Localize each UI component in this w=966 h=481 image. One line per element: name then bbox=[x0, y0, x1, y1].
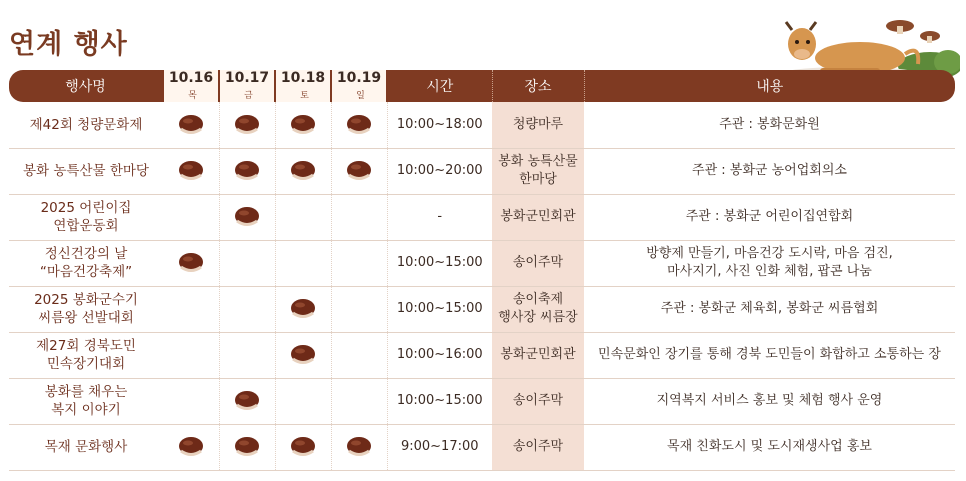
date-cell bbox=[163, 194, 219, 240]
date-cell bbox=[275, 378, 331, 424]
header-event-name: 행사명 bbox=[9, 70, 163, 102]
header-time: 시간 bbox=[387, 70, 492, 102]
table-row bbox=[9, 194, 955, 240]
table-row bbox=[9, 240, 955, 286]
place-cell: 송이축제 행사장 씨름장 bbox=[492, 286, 584, 332]
table-row bbox=[9, 424, 955, 470]
date-cell bbox=[163, 240, 219, 286]
place-cell: 봉화 농특산물 한마당 bbox=[492, 148, 584, 194]
mushroom-cap-icon bbox=[290, 114, 316, 136]
mushroom-cap-icon bbox=[346, 114, 372, 136]
mushroom-cap-icon bbox=[178, 252, 204, 274]
time-cell: 10:00~15:00 bbox=[387, 378, 492, 424]
date-cell bbox=[219, 424, 275, 470]
mushroom-cap-icon bbox=[178, 114, 204, 136]
mushroom-cap-icon bbox=[234, 436, 260, 458]
time-cell: - bbox=[387, 194, 492, 240]
content-cell: 주관 : 봉화군 농어업회의소 bbox=[584, 148, 955, 194]
date-cell bbox=[275, 240, 331, 286]
header-content: 내용 bbox=[584, 70, 955, 102]
date-cell bbox=[219, 378, 275, 424]
event-name-cell: 2025 봉화군수기 씨름왕 선발대회 bbox=[9, 286, 163, 332]
events-table bbox=[9, 70, 955, 471]
place-cell: 봉화군민회관 bbox=[492, 194, 584, 240]
table-row bbox=[9, 332, 955, 378]
time-cell: 10:00~15:00 bbox=[387, 240, 492, 286]
place-cell: 봉화군민회관 bbox=[492, 332, 584, 378]
table-row bbox=[9, 286, 955, 332]
content-cell: 지역복지 서비스 홍보 및 체험 행사 운영 bbox=[584, 378, 955, 424]
mushroom-cap-icon bbox=[290, 298, 316, 320]
mushroom-cap-icon bbox=[234, 390, 260, 412]
date-cell bbox=[331, 102, 387, 148]
date-cell bbox=[163, 424, 219, 470]
mushroom-cap-icon bbox=[178, 160, 204, 182]
date-cell bbox=[163, 332, 219, 378]
date-cell bbox=[331, 332, 387, 378]
header-date-1016: 10.16목 bbox=[163, 70, 219, 102]
date-cell bbox=[275, 424, 331, 470]
date-cell bbox=[331, 286, 387, 332]
date-cell bbox=[275, 148, 331, 194]
mushroom-cap-icon bbox=[290, 344, 316, 366]
event-name-cell: 봉화를 채우는 복지 이야기 bbox=[9, 378, 163, 424]
date-cell bbox=[163, 378, 219, 424]
date-cell bbox=[163, 148, 219, 194]
date-cell bbox=[219, 286, 275, 332]
date-cell bbox=[331, 148, 387, 194]
event-name-cell: 제27회 경북도민 민속장기대회 bbox=[9, 332, 163, 378]
header-place: 장소 bbox=[492, 70, 584, 102]
content-cell: 주관 : 봉화군 어린이집연합회 bbox=[584, 194, 955, 240]
header-date-1019: 10.19일 bbox=[331, 70, 387, 102]
table-row bbox=[9, 148, 955, 194]
content-cell: 민속문화인 장기를 통해 경북 도민들이 화합하고 소통하는 장 bbox=[584, 332, 955, 378]
mushroom-cap-icon bbox=[346, 436, 372, 458]
event-name-cell: 봉화 농특산물 한마당 bbox=[9, 148, 163, 194]
date-cell bbox=[331, 378, 387, 424]
date-cell bbox=[331, 240, 387, 286]
page-title: 연계 행사 bbox=[9, 29, 128, 60]
time-cell: 9:00~17:00 bbox=[387, 424, 492, 470]
time-cell: 10:00~16:00 bbox=[387, 332, 492, 378]
date-cell bbox=[163, 286, 219, 332]
place-cell: 청량마루 bbox=[492, 102, 584, 148]
time-cell: 10:00~15:00 bbox=[387, 286, 492, 332]
date-cell bbox=[275, 286, 331, 332]
place-cell: 송이주막 bbox=[492, 378, 584, 424]
mushroom-cap-icon bbox=[346, 160, 372, 182]
content-cell: 주관 : 봉화군 체육회, 봉화군 씨름협회 bbox=[584, 286, 955, 332]
content-cell: 방향제 만들기, 마음건강 도시락, 마음 검진, 마사지기, 사진 인화 체험, 팝콘 나눔 bbox=[584, 240, 955, 286]
mushroom-cap-icon bbox=[234, 114, 260, 136]
mushroom-cap-icon bbox=[290, 436, 316, 458]
event-name-cell: 2025 어린이집 연합운동회 bbox=[9, 194, 163, 240]
table-row bbox=[9, 378, 955, 424]
content-cell: 주관 : 봉화문화원 bbox=[584, 102, 955, 148]
date-cell bbox=[219, 148, 275, 194]
event-name-cell: 제42회 청량문화제 bbox=[9, 102, 163, 148]
header-date-1018: 10.18토 bbox=[275, 70, 331, 102]
date-cell bbox=[163, 102, 219, 148]
header-date-1017: 10.17금 bbox=[219, 70, 275, 102]
table-header-row bbox=[9, 70, 955, 102]
mushroom-cap-icon bbox=[234, 206, 260, 228]
date-cell bbox=[219, 240, 275, 286]
time-cell: 10:00~20:00 bbox=[387, 148, 492, 194]
date-cell bbox=[331, 194, 387, 240]
event-name-cell: 목재 문화행사 bbox=[9, 424, 163, 470]
mushroom-cap-icon bbox=[234, 160, 260, 182]
table-row bbox=[9, 102, 955, 148]
date-cell bbox=[219, 194, 275, 240]
place-cell: 송이주막 bbox=[492, 240, 584, 286]
content-cell: 목재 친화도시 및 도시재생사업 홍보 bbox=[584, 424, 955, 470]
date-cell bbox=[219, 332, 275, 378]
mushroom-cap-icon bbox=[290, 160, 316, 182]
date-cell bbox=[331, 424, 387, 470]
date-cell bbox=[275, 332, 331, 378]
time-cell: 10:00~18:00 bbox=[387, 102, 492, 148]
place-cell: 송이주막 bbox=[492, 424, 584, 470]
date-cell bbox=[219, 102, 275, 148]
event-name-cell: 정신건강의 날 “마음건강축제” bbox=[9, 240, 163, 286]
mushroom-cap-icon bbox=[178, 436, 204, 458]
date-cell bbox=[275, 102, 331, 148]
date-cell bbox=[275, 194, 331, 240]
